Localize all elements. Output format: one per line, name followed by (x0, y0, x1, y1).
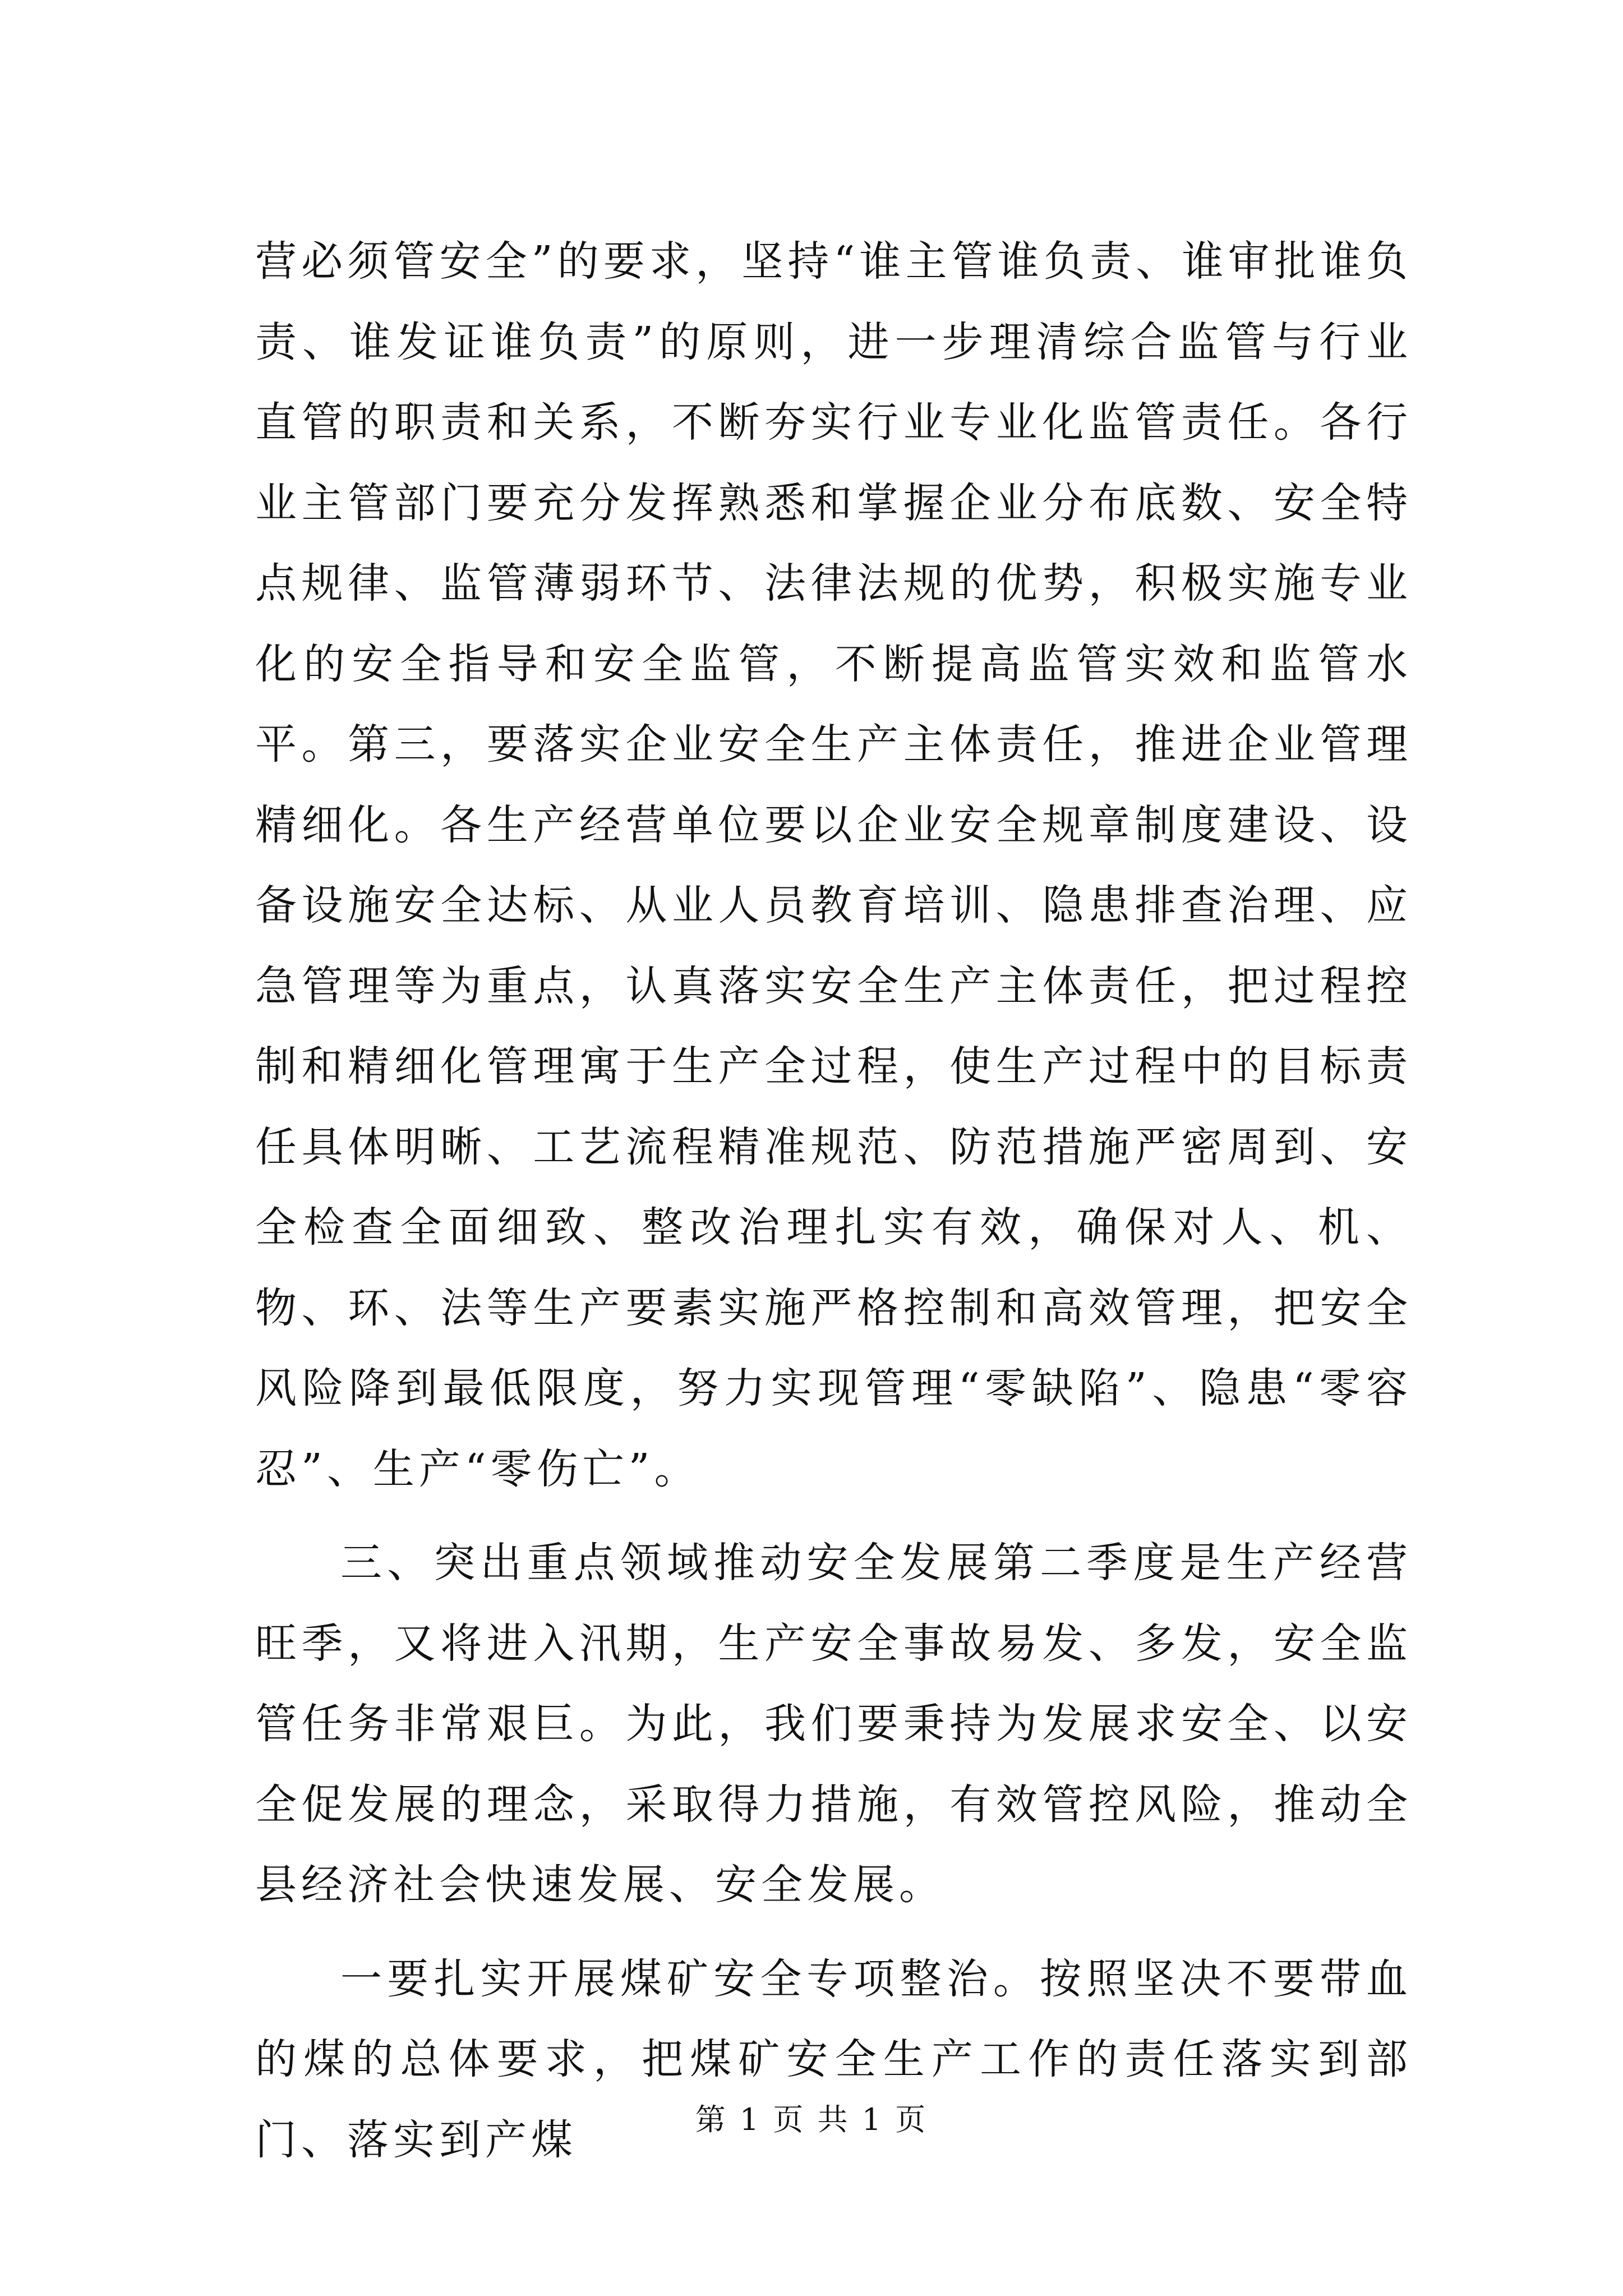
document-body (255, 222, 1412, 2180)
paragraph-3: 一要扎实开展煤矿安全专项整治。按照坚决不要带血的煤的总体要求，把煤矿安全生产工作的责任落实到部门、落实到产煤 (255, 1954, 1412, 2164)
page-footer: 第 1 页 共 1 页 (695, 2102, 928, 2137)
paragraph-1: 营必须管安全”的要求，坚持“谁主管谁负责、谁审批谁负责、谁发证谁负责”的原则，进一步理清综合监管与行业直管的职责和关系，不断夯实行业专业化监管责任。各行业主管部门要充分发挥熟悉和掌握企业分布底数、安全特点规律、监管薄弱环节、法律法规的优势，积极实施专业化的安全指导和安全监管，不断提高监管实效和监管水平。第三，要落实企业安全生产主体责任，推进企业管理精细化。各生产经营单位要以企业安全规章制度建设、设备设施安全达标、从业人员教育培训、隐患排查治理、应急管理等为重点，认真落实安全生产主体责任，把过程控制和精细化管理寓于生产全过程，使生产过程中的目标责任具体明晰、工艺流程精准规范、防范措施严密周到、安全检查全面细致、整改治理扎实有效，确保对人、机、物、环、法等生产要素实施严格控制和高效管理，把安全风险降到最低限度，努力实现管理“零缺陷”、隐患“零容忍”、生产“零伤亡”。 (255, 237, 1412, 1493)
paragraph-2: 三、突出重点领域推动安全发展第二季度是生产经营旺季，又将进入汛期，生产安全事故易发、多发，安全监管任务非常艰巨。为此，我们要秉持为发展求安全、以安全促发展的理念，采取得力措施，有效管控风险，推动全县经济社会快速发展、安全发展。 (255, 1539, 1412, 1909)
